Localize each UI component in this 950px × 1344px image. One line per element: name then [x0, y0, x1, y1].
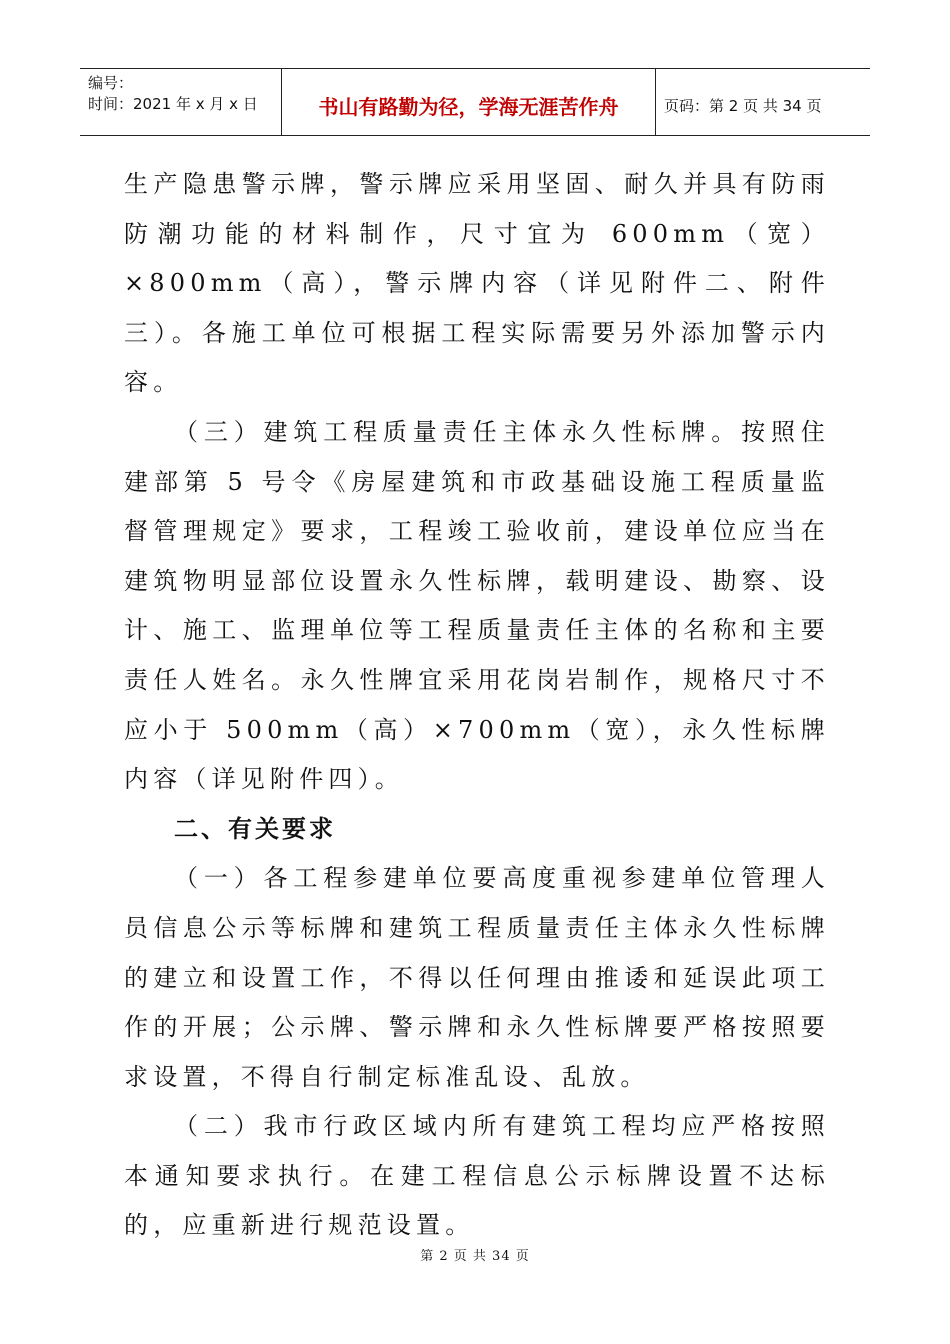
document-number-label: 编号： [88, 74, 134, 92]
paragraph-warning-sign: 生产隐患警示牌，警示牌应采用坚固、耐久并具有防雨防潮功能的材料制作，尺寸宜为 600mm（宽）×800mm（高），警示牌内容（详见附件二、附件三）。各施工单位可根据工程实际需要另外添加警示内容。 [124, 170, 830, 397]
header-meta-cell [80, 69, 282, 135]
paragraph-requirement-1: （一）各工程参建单位要高度重视参建单位管理人员信息公示等标牌和建筑工程质量责任主体永久性标牌的建立和设置工作，不得以任何理由推诿和延误此项工作的开展；公示牌、警示牌和永久性标牌要严格按照要求设置，不得自行制定标准乱设、乱放。 [124, 864, 830, 1091]
section-heading-requirements: 二、有关要求 [174, 814, 336, 843]
paragraph-permanent-sign: （三）建筑工程质量责任主体永久性标牌。按照住建部第 5 号令《房屋建筑和市政基础设施工程质量监督管理规定》要求，工程竣工验收前，建设单位应当在建筑物明显部位设置永久性标牌，载明建设、勘察、设计、施工、监理单位等工程质量责任主体的名称和主要责任人姓名。永久性牌宜采用花岗岩制作，规格尺寸不应小于 500mm（高）×700mm（宽），永久性标牌内容（详见附件四）。 [124, 417, 830, 794]
page-header [80, 68, 870, 136]
paragraph-requirement-2: （二）我市行政区域内所有建筑工程均应严格按照本通知要求执行。在建工程信息公示标牌设置不达标的，应重新进行规范设置。 [124, 1112, 830, 1240]
page-footer: 第 2 页 共 34 页 [420, 1249, 530, 1264]
header-motto: 书山有路勤为径，学海无涯苦作舟 [282, 69, 656, 135]
document-time-label: 时间：2021 年 x 月 x 日 [88, 95, 258, 113]
document-body [124, 160, 830, 1251]
header-page-number: 页码：第 2 页 共 34 页 [664, 96, 822, 115]
